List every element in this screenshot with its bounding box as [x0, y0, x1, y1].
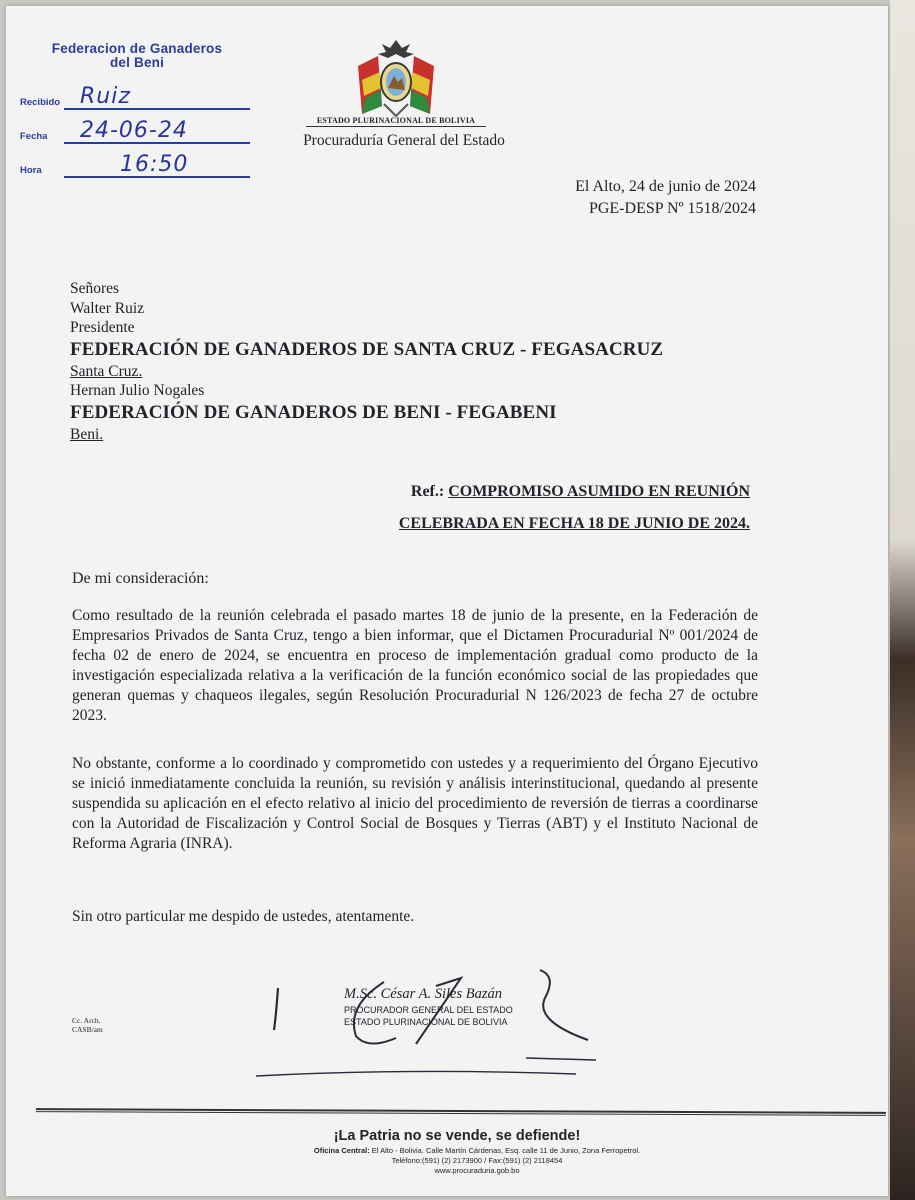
stamp-org-line1: Federacion de Ganaderos: [51, 41, 223, 56]
signatory-name: M.Sc. César A. Siles Bazán: [344, 986, 503, 1002]
salutation: Señores: [70, 280, 120, 297]
stamp-organization: [22, 42, 252, 70]
cc-line-1: Cc. Arch.: [72, 1016, 101, 1025]
greeting: De mi consideración:: [72, 570, 209, 587]
stamp-date-row: [20, 118, 250, 144]
received-stamp: [16, 36, 256, 196]
recipient-org-2: FEDERACIÓN DE GANADEROS DE BENI - FEGABENI: [70, 401, 557, 423]
footer-office-label: Oficina Central:: [313, 1146, 370, 1155]
subject-label: Ref.:: [410, 483, 445, 500]
footer-website: www.procuraduria.gob.bo: [434, 1166, 520, 1175]
stamp-date-value: 24-06-24: [80, 118, 188, 143]
footer-divider: [36, 1108, 886, 1116]
stamp-received-row: [20, 84, 250, 110]
stamp-received-label: Recibido: [20, 97, 61, 108]
subject-text-1: COMPROMISO ASUMIDO EN REUNIÓN: [448, 483, 750, 500]
adjacent-photo-strip: [890, 0, 915, 1200]
bolivia-coat-of-arms-icon: [348, 36, 444, 120]
footer-address: [6, 1146, 888, 1176]
reference-code: PGE-DESP Nº 1518/2024: [588, 200, 756, 217]
cc-line-2: CASB/am: [72, 1025, 103, 1034]
header-state-name: ESTADO PLURINACIONAL DE BOLIVIA: [306, 116, 486, 127]
stamp-time-row: [20, 152, 250, 178]
signatory-title-1: PROCURADOR GENERAL DEL ESTADO: [344, 1005, 513, 1015]
header-department: Procuraduría General del Estado: [303, 132, 505, 149]
recipient-title-1: Presidente: [70, 319, 135, 336]
recipient-name-2: Hernan Julio Nogales: [70, 382, 205, 399]
subject-reference: [399, 476, 750, 540]
footer-slogan: ¡La Patria no se vende, se defiende!: [333, 1128, 581, 1144]
copy-notation: [72, 1016, 103, 1034]
subject-line-1: [399, 476, 750, 508]
stamp-date-label: Fecha: [20, 131, 48, 142]
stamp-time-label: Hora: [20, 165, 42, 176]
stamp-time-value: 16:50: [120, 152, 189, 177]
body-paragraph-1: Como resultado de la reunión celebrada el pasado martes 18 de junio de la presente, en la Federación de Empresarios Privados de Santa Cruz, tengo a bien informar, que el Dictamen Procuradurial Nº 001/2024 de fecha 02 de enero de 2024, se encuentra en proceso de implementación gradual como producto de la investigación especializada relativa a la verificación de la función económico social de las propiedades que generan quemas y chaqueos ilegales, según Resolución Procuradurial N 126/2023 de fecha 27 de octubre 2023.: [72, 607, 758, 724]
body-paragraph-2: No obstante, conforme a lo coordinado y comprometido con ustedes y a requerimiento del Órgano Ejecutivo se inició inmediatamente concluida la reunión, su revisión y análisis interinstitucional, quedando al presente suspendida su aplicación en el efecto relativo al inicio del procedimiento de reversión de tierras a coordinarse con la Autoridad de Fiscalización y Control Social de Bosques y Tierras (ABT) y el Instituto Nacional de Reforma Agraria (INRA).: [72, 755, 758, 852]
place-date: El Alto, 24 de junio de 2024: [575, 178, 756, 195]
recipient-city-1: Santa Cruz.: [70, 362, 143, 380]
footer-office-address: El Alto - Bolivia. Calle Martín Cárdenas, Esq. calle 11 de Junio, Zona Ferropetrol.: [371, 1146, 641, 1155]
signatory-title-2: ESTADO PLURINACIONAL DE BOLIVIA: [344, 1017, 508, 1027]
subject-text-2: CELEBRADA EN FECHA 18 DE JUNIO DE 2024.: [398, 515, 750, 532]
recipient-city-2: Beni.: [70, 425, 104, 443]
recipient-name-1: Walter Ruiz: [70, 299, 145, 317]
recipient-org-1: FEDERACIÓN DE GANADEROS DE SANTA CRUZ - FEGASACRUZ: [70, 338, 664, 360]
closing-line: Sin otro particular me despido de ustedes, atentamente.: [72, 908, 415, 925]
stamp-org-line2: del Beni: [109, 55, 165, 70]
date-reference-block: [575, 176, 756, 220]
signatory-title: [344, 1004, 534, 1028]
addressee-block: [70, 279, 663, 444]
stamp-received-value: Ruiz: [80, 84, 131, 109]
footer-office: [66, 1146, 888, 1156]
footer-phones: Teléfono:(591) (2) 2173900 / Fax:(591) (2) 2118454: [391, 1156, 563, 1165]
letter-page: [6, 6, 888, 1196]
